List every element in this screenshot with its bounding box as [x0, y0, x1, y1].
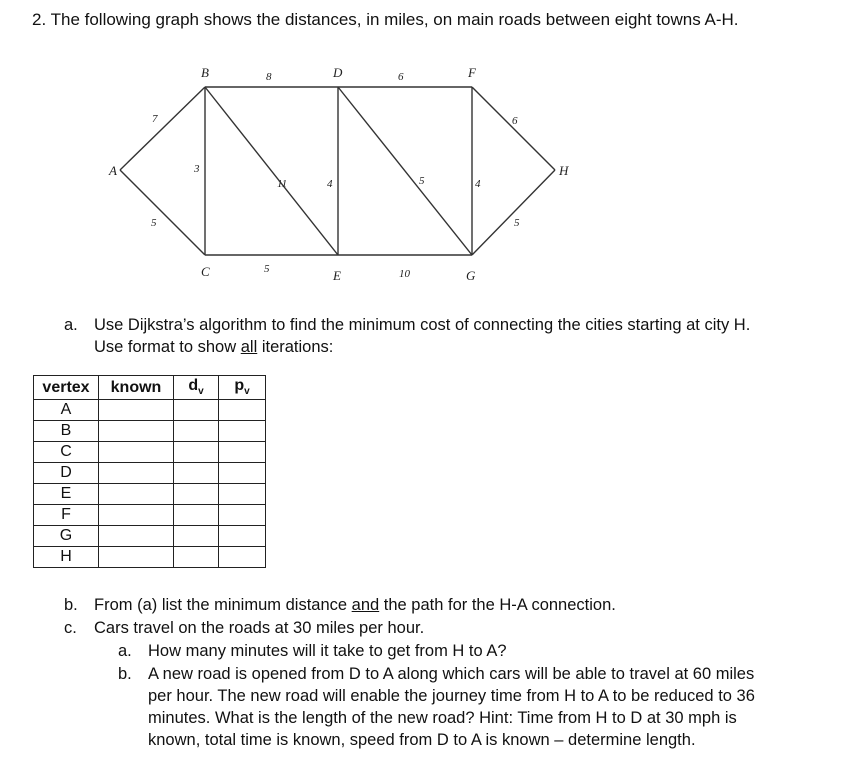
- part-c-label: c.: [64, 619, 77, 637]
- dv-cell[interactable]: [174, 505, 219, 526]
- vertex-cell: C: [34, 442, 99, 463]
- known-cell[interactable]: [99, 442, 174, 463]
- part-c-sub-b-line4: known, total time is known, speed from D to A is known – determine length.: [148, 731, 696, 749]
- vertex-cell: A: [34, 400, 99, 421]
- pv-cell[interactable]: [219, 442, 266, 463]
- header-pv: $p_v$: [219, 376, 266, 400]
- header-vertex: vertex: [34, 376, 99, 400]
- weight-F-G: 4: [475, 178, 481, 190]
- table-row: [34, 505, 266, 526]
- pv-cell[interactable]: [219, 463, 266, 484]
- table-row: [34, 463, 266, 484]
- question-number: 2.: [32, 10, 47, 29]
- weight-A-C: 5: [151, 217, 157, 229]
- dv-cell[interactable]: [174, 400, 219, 421]
- road-graph: [0, 0, 847, 300]
- question-text: The following graph shows the distances, in miles, on main roads between eight towns A-H.: [50, 10, 739, 29]
- header-known: known: [99, 376, 174, 400]
- weight-B-C: 3: [194, 163, 200, 175]
- part-a-line2: Use format to show all iterations:: [94, 338, 334, 356]
- table-header-row: [34, 376, 266, 400]
- part-c-sub-b-line1: A new road is opened from D to A along which cars will be able to travel at 60 miles: [148, 665, 755, 683]
- weight-C-E: 5: [264, 263, 270, 275]
- dijkstra-table: [33, 375, 266, 568]
- edge-A-C: [120, 170, 205, 255]
- node-label-E: E: [333, 268, 341, 283]
- weight-B-D: 8: [266, 71, 272, 83]
- weight-A-B: 7: [152, 113, 158, 125]
- node-label-H: H: [559, 163, 569, 178]
- known-cell[interactable]: [99, 400, 174, 421]
- part-c: [64, 617, 834, 639]
- edge-A-B: [120, 87, 205, 170]
- table-row: [34, 442, 266, 463]
- vertex-cell: F: [34, 505, 99, 526]
- edge-F-H: [472, 87, 555, 170]
- part-c-sub-b-label: b.: [118, 665, 132, 683]
- pv-cell[interactable]: [219, 484, 266, 505]
- known-cell[interactable]: [99, 484, 174, 505]
- known-cell[interactable]: [99, 526, 174, 547]
- dv-cell[interactable]: [174, 484, 219, 505]
- node-label-D: D: [333, 65, 343, 80]
- part-c-sub-b: [118, 663, 834, 755]
- dv-cell[interactable]: [174, 547, 219, 568]
- weight-D-F: 6: [398, 71, 404, 83]
- underlined-all: all: [240, 338, 258, 356]
- part-a: [64, 314, 834, 360]
- part-c-sub-b-line2: per hour. The new road will enable the journey time from H to A to be reduced to 36: [148, 687, 755, 705]
- edge-G-H: [472, 170, 555, 255]
- weight-D-E: 4: [327, 178, 333, 190]
- known-cell[interactable]: [99, 505, 174, 526]
- pv-cell[interactable]: [219, 505, 266, 526]
- pv-cell[interactable]: [219, 547, 266, 568]
- underlined-and: and: [351, 596, 380, 614]
- weight-G-H: 5: [514, 217, 520, 229]
- node-label-B: B: [201, 65, 209, 80]
- vertex-cell: B: [34, 421, 99, 442]
- pv-cell[interactable]: [219, 400, 266, 421]
- header-dv: $d_v$: [174, 376, 219, 400]
- known-cell[interactable]: [99, 463, 174, 484]
- part-a-label: a.: [64, 316, 78, 334]
- edge-D-G: [338, 87, 472, 255]
- node-label-G: G: [466, 268, 476, 283]
- part-b-label: b.: [64, 596, 78, 614]
- dv-cell[interactable]: [174, 463, 219, 484]
- part-c-text: Cars travel on the roads at 30 miles per hour.: [94, 619, 425, 637]
- part-b: [64, 594, 834, 616]
- known-cell[interactable]: [99, 547, 174, 568]
- known-cell[interactable]: [99, 421, 174, 442]
- table-row: [34, 526, 266, 547]
- table-row: [34, 400, 266, 421]
- pv-cell[interactable]: [219, 421, 266, 442]
- vertex-cell: D: [34, 463, 99, 484]
- table-row: [34, 484, 266, 505]
- weight-F-H: 6: [512, 115, 518, 127]
- node-label-F: F: [468, 65, 476, 80]
- dv-cell[interactable]: [174, 442, 219, 463]
- part-c-sub-a-label: a.: [118, 642, 132, 660]
- vertex-cell: H: [34, 547, 99, 568]
- part-b-text: From (a) list the minimum distance and the path for the H-A connection.: [94, 596, 616, 614]
- table-row: [34, 421, 266, 442]
- part-c-sub-a-text: How many minutes will it take to get from H to A?: [148, 642, 507, 660]
- weight-E-G: 10: [399, 268, 410, 280]
- vertex-cell: E: [34, 484, 99, 505]
- edge-B-E: [205, 87, 338, 255]
- part-c-sub-b-line3: minutes. What is the length of the new road? Hint: Time from H to D at 30 mph is: [148, 709, 737, 727]
- weight-D-G: 5: [419, 175, 425, 187]
- weight-B-E: 11: [277, 178, 288, 190]
- vertex-cell: G: [34, 526, 99, 547]
- pv-cell[interactable]: [219, 526, 266, 547]
- part-a-line1: Use Dijkstra’s algorithm to find the minimum cost of connecting the cities starting at city H.: [94, 316, 751, 334]
- dv-cell[interactable]: [174, 421, 219, 442]
- part-c-sub-a: [118, 640, 834, 662]
- dv-cell[interactable]: [174, 526, 219, 547]
- node-label-A: A: [109, 163, 117, 178]
- table-row: [34, 547, 266, 568]
- node-label-C: C: [201, 264, 210, 279]
